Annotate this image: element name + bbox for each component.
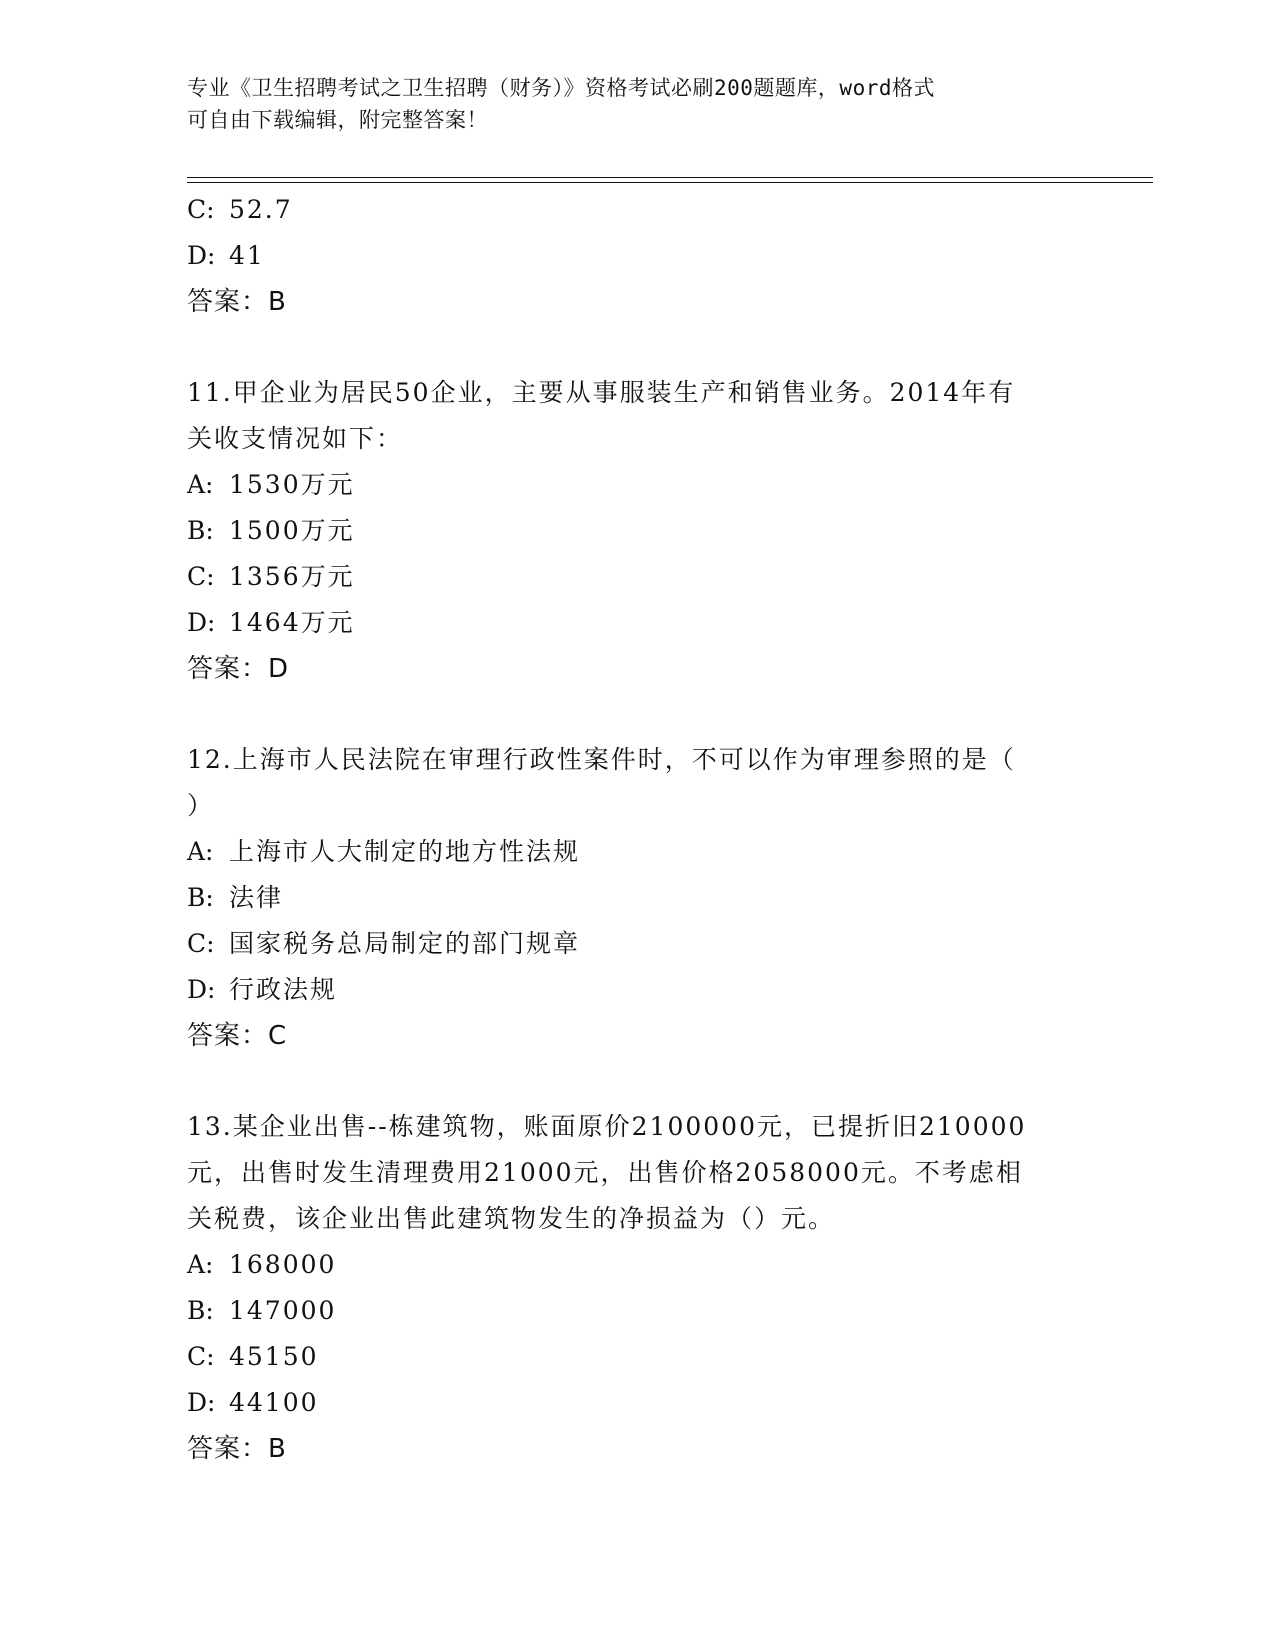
option-letter: B: (187, 883, 214, 912)
question-text-line: ） (187, 791, 215, 820)
question-text-line: 关收支情况如下： (187, 424, 404, 453)
option-letter: C: (187, 1342, 215, 1371)
option-letter: C: (187, 929, 215, 958)
option-text: 行政法规 (229, 975, 338, 1004)
option-letter: A: (187, 837, 214, 866)
option-text: 168000 (229, 1250, 337, 1279)
option-text: 法律 (229, 883, 284, 912)
question-text-line: 关税费，该企业出售此建筑物发生的净损益为（）元。 (187, 1204, 836, 1233)
question-text-line: 11.甲企业为居民50企业，主要从事服装生产和销售业务。2014年有 (187, 378, 1016, 407)
option-letter: B: (187, 1296, 214, 1325)
option-c (187, 921, 1067, 967)
option-letter: A: (187, 470, 214, 499)
option-text: 147000 (229, 1296, 337, 1325)
answer-line: 答案：B (187, 287, 287, 317)
option-text: 41 (229, 241, 265, 270)
question-13 (187, 1104, 1067, 1472)
option-d (187, 967, 1067, 1013)
option-text: 1356万元 (229, 562, 355, 591)
option-letter: C: (187, 562, 215, 591)
header-line-2: 可自由下载编辑，附完整答案！ (187, 108, 488, 132)
option-text: 1464万元 (229, 608, 355, 637)
option-c (187, 1334, 1067, 1380)
question-text-line: 元，出售时发生清理费用21000元，出售价格2058000元。不考虑相 (187, 1158, 1023, 1187)
answer-line: 答案：C (187, 1021, 288, 1051)
option-b (187, 1288, 1067, 1334)
spacer (187, 325, 1067, 370)
question-text-line: 13.某企业出售--栋建筑物，账面原价2100000元，已提折旧210000 (187, 1112, 1027, 1141)
spacer (187, 692, 1067, 737)
option-letter: B: (187, 516, 214, 545)
option-b (187, 508, 1067, 554)
spacer (187, 1059, 1067, 1104)
option-text: 1530万元 (229, 470, 355, 499)
answer-line: 答案：B (187, 1434, 287, 1464)
question-text-line: 12.上海市人民法院在审理行政性案件时，不可以作为审理参照的是（ (187, 745, 1016, 774)
option-text: 52.7 (229, 195, 293, 224)
option-b (187, 875, 1067, 921)
option-d (187, 1380, 1067, 1426)
option-letter: D: (187, 975, 216, 1004)
answer-line: 答案：D (187, 654, 290, 684)
option-letter: C: (187, 195, 215, 224)
header-divider-top (187, 177, 1153, 178)
option-text: 44100 (229, 1388, 319, 1417)
header-line-1: 专业《卫生招聘考试之卫生招聘（财务）》资格考试必刷200题题库，word格式 (187, 76, 935, 100)
question-11 (187, 370, 1067, 692)
option-c (187, 187, 1067, 233)
option-d (187, 600, 1067, 646)
option-text: 45150 (229, 1342, 319, 1371)
option-text: 国家税务总局制定的部门规章 (229, 929, 581, 958)
question-10 (187, 187, 1067, 325)
option-letter: D: (187, 608, 216, 637)
option-c (187, 554, 1067, 600)
option-a (187, 462, 1067, 508)
option-d (187, 233, 1067, 279)
option-letter: D: (187, 241, 216, 270)
option-text: 上海市人大制定的地方性法规 (229, 837, 581, 866)
option-a (187, 1242, 1067, 1288)
option-text: 1500万元 (229, 516, 355, 545)
question-list (187, 187, 1067, 1472)
document-header (187, 72, 1067, 136)
question-12 (187, 737, 1067, 1059)
option-letter: D: (187, 1388, 216, 1417)
option-letter: A: (187, 1250, 214, 1279)
option-a (187, 829, 1067, 875)
header-divider-bottom (187, 182, 1153, 183)
